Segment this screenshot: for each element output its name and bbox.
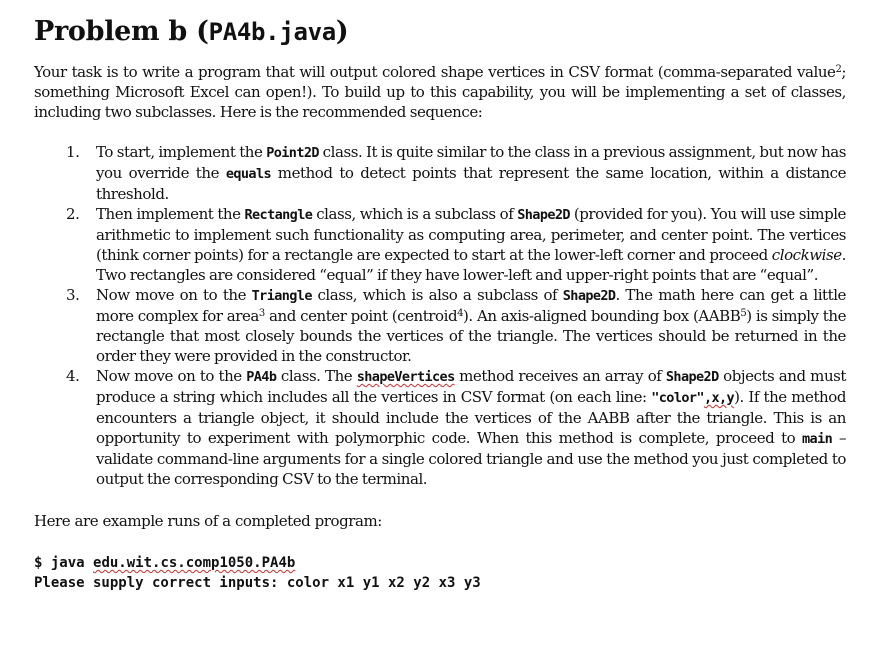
list-number: 2. <box>66 205 80 223</box>
title-filename: PA4b.java <box>208 18 336 46</box>
footnote-ref-5: 5 <box>740 308 747 319</box>
inline-code: Triangle <box>251 288 312 304</box>
terminal-command: edu.wit.cs.comp1050.PA4b <box>93 555 296 571</box>
list-item: 1. To start, implement the Point2D class. It is quite similar to the class in a previous assignment, but now has you override the equals method to detect points that represent the same location, within a distance threshold. <box>66 143 847 203</box>
inline-code: "color" <box>651 390 704 406</box>
page-title: Problem b (PA4b.java) <box>34 16 349 47</box>
emphasis: clockwise <box>771 246 842 264</box>
example-runs-heading: Here are example runs of a completed program: <box>34 512 382 530</box>
terminal-output <box>34 553 846 593</box>
list-item: 2. Then implement the Rectangle class, which is a subclass of Shape2D (provided for you). You will use simple arithmetic to implement such functionality as computing area, perimeter, and center point. The vertices (think corner points) for a rectangle are expected to start at the lower-left corner and proceed clockwise. Two rectangles are considered “equal” if they have lower-left and upper-right points that are “equal”. <box>66 205 846 284</box>
inline-code: PA4b <box>246 369 277 385</box>
inline-code: Shape2D <box>665 369 719 385</box>
list-number: 3. <box>66 286 80 304</box>
terminal-prompt: $ java <box>34 555 94 571</box>
footnote-ref-3: 3 <box>258 308 265 319</box>
inline-code-spellcheck: ,x,y <box>703 390 735 406</box>
footnote-ref-4: 4 <box>457 308 464 319</box>
inline-code: main <box>802 431 833 447</box>
list-number: 4. <box>66 367 80 385</box>
list-item: 3. Now move on to the Triangle class, which is also a subclass of Shape2D. The math here can get a little more complex for area$^3$ and center point (centroid$^4$). An axis-aligned bounding box (AABB$^5$) is simply the rectangle that most closely bounds the vertices of the triangle. The vertices should be returned in the order they were provided in the constructor. <box>66 286 846 365</box>
terminal-line: Please supply correct inputs: color x1 y1 x2 y2 x3 y3 <box>34 575 481 591</box>
inline-code-spellcheck: shapeVertices <box>356 369 455 385</box>
document-page <box>34 14 846 593</box>
steps-list <box>34 142 846 489</box>
inline-code: Shape2D <box>562 288 616 304</box>
inline-code: Point2D <box>266 145 319 161</box>
footnote-ref-2: 2 <box>835 64 842 75</box>
list-number: 1. <box>66 143 80 161</box>
inline-code: Shape2D <box>517 207 570 223</box>
inline-code: equals <box>225 166 271 182</box>
intro-paragraph: Your task is to write a program that will output colored shape vertices in CSV format (comma-separated value$^2$; something Microsoft Excel can open!). To build up to this capability, you will be implementing a set of classes, including two subclasses. Here is the recommended sequence: <box>34 63 846 121</box>
inline-code: Rectangle <box>244 207 313 223</box>
list-item: 4. Now move on to the PA4b class. The shapeVertices method receives an array of Shape2D objects and must produce a string which includes all the vertices in CSV format (on each line: "color",x,y). If the method encounters a triangle object, it should include the vertices of the AABB after the triangle. This is an opportunity to experiment with polymorphic code. When this method is complete, proceed to main – validate command-line arguments for a single colored triangle and use the method you just completed to output the corresponding CSV to the terminal. <box>66 367 846 488</box>
